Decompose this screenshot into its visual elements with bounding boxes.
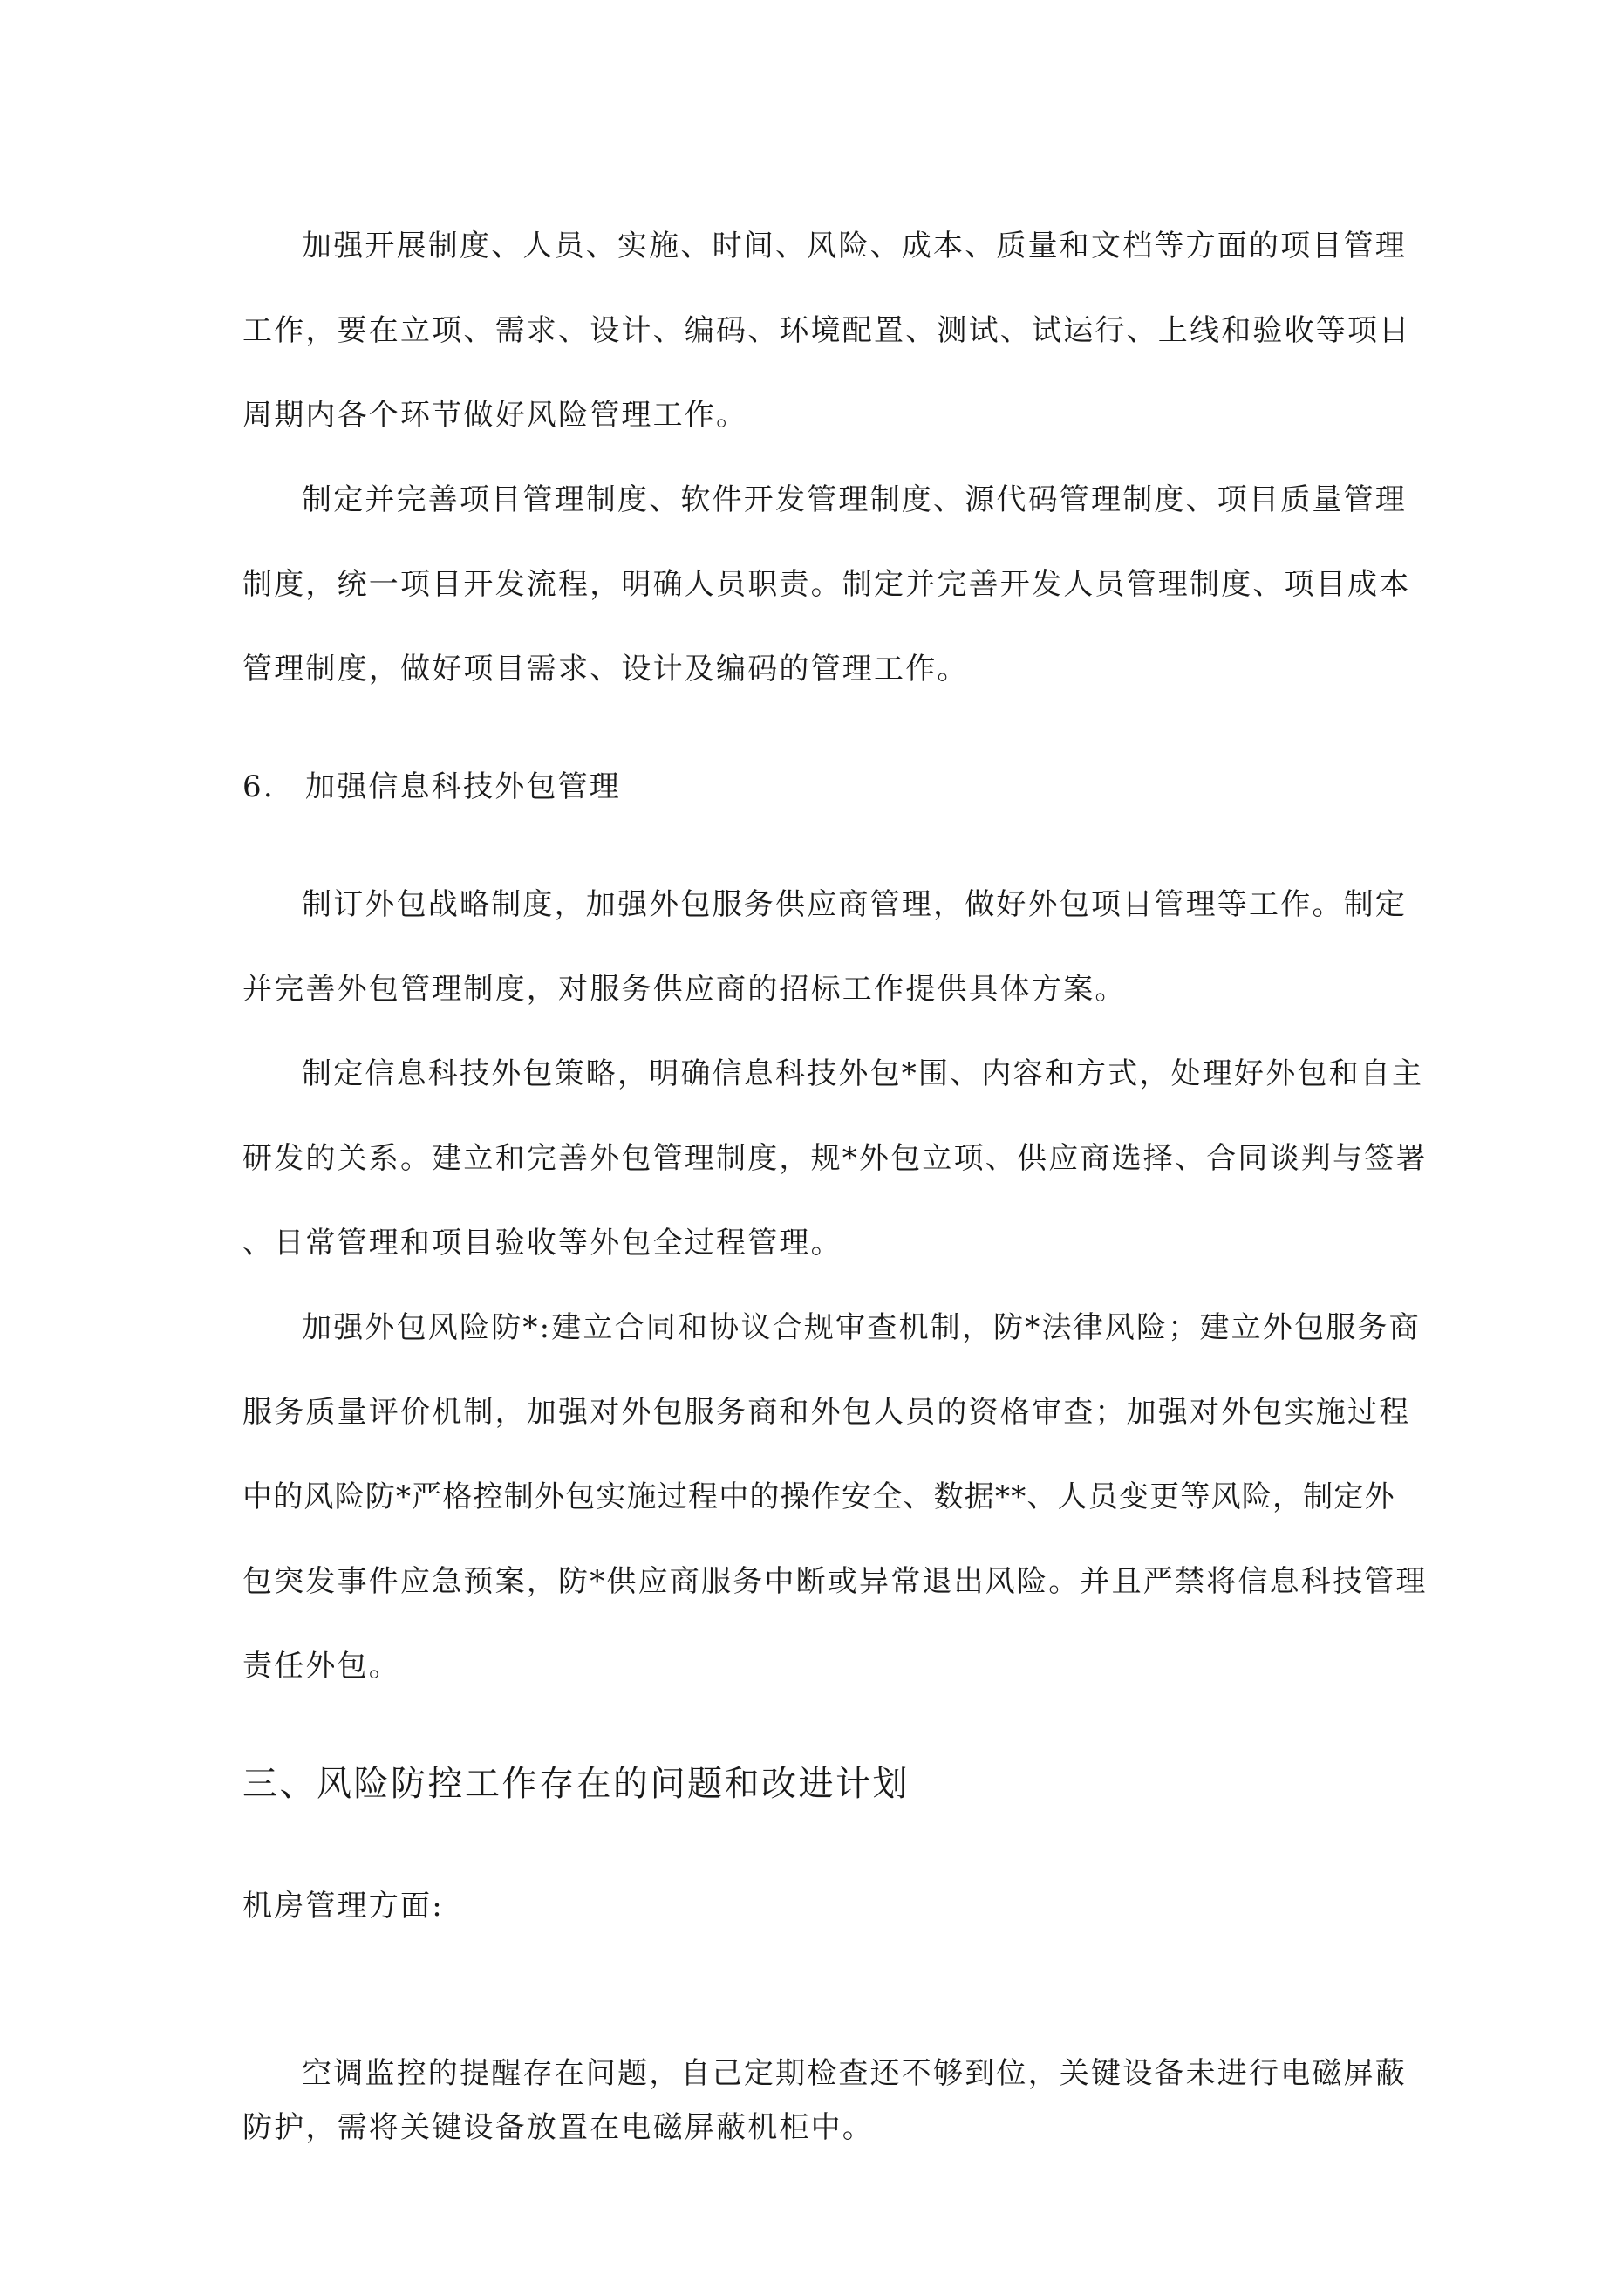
paragraph-line: 制定并完善项目管理制度、软件开发管理制度、源代码管理制度、项目质量管理 <box>302 482 1407 517</box>
section-number: 6. <box>242 769 275 804</box>
paragraph-line: 周期内各个环节做好风险管理工作。 <box>242 398 748 433</box>
paragraph-line: 服务质量评价机制，加强对外包服务商和外包人员的资格审查；加强对外包实施过程 <box>242 1395 1411 1430</box>
paragraph-line: 制定信息科技外包策略，明确信息科技外包*围、内容和方式，处理好外包和自主 <box>302 1056 1424 1091</box>
paragraph-line: 制订外包战略制度，加强外包服务供应商管理，做好外包项目管理等工作。制定 <box>302 887 1407 922</box>
paragraph-line: 防护，需将关键设备放置在电磁屏蔽机柜中。 <box>242 2110 874 2145</box>
paragraph-line: 、日常管理和项目验收等外包全过程管理。 <box>242 1226 842 1261</box>
subheading: 机房管理方面: <box>242 1889 444 1924</box>
paragraph-line: 包突发事件应急预案，防*供应商服务中断或异常退出风险。并且严禁将信息科技管理 <box>242 1564 1428 1599</box>
paragraph-line: 加强开展制度、人员、实施、时间、风险、成本、质量和文档等方面的项目管理 <box>302 229 1407 263</box>
paragraph-line: 加强外包风险防*:建立合同和协议合规审查机制，防*法律风险；建立外包服务商 <box>302 1310 1421 1345</box>
paragraph-line: 并完善外包管理制度，对服务供应商的招标工作提供具体方案。 <box>242 972 1127 1007</box>
paragraph-line: 责任外包。 <box>242 1649 400 1684</box>
paragraph-line: 管理制度，做好项目需求、设计及编码的管理工作。 <box>242 652 969 687</box>
paragraph-line: 中的风险防*严格控制外包实施过程中的操作安全、数据**、人员变更等风险，制定外 <box>242 1479 1395 1514</box>
paragraph-line: 制度，统一项目开发流程，明确人员职责。制定并完善开发人员管理制度、项目成本 <box>242 567 1411 602</box>
paragraph-line: 工作，要在立项、需求、设计、编码、环境配置、测试、试运行、上线和验收等项目 <box>242 313 1411 348</box>
paragraph-line: 研发的关系。建立和完善外包管理制度，规*外包立项、供应商选择、合同谈判与签署 <box>242 1141 1428 1176</box>
paragraph-line: 空调监控的提醒存在问题，自己定期检查还不够到位，关键设备未进行电磁屏蔽 <box>302 2056 1407 2091</box>
section-title: 三、风险防控工作存在的问题和改进计划 <box>242 1764 910 1804</box>
section-heading: 加强信息科技外包管理 <box>305 769 621 804</box>
